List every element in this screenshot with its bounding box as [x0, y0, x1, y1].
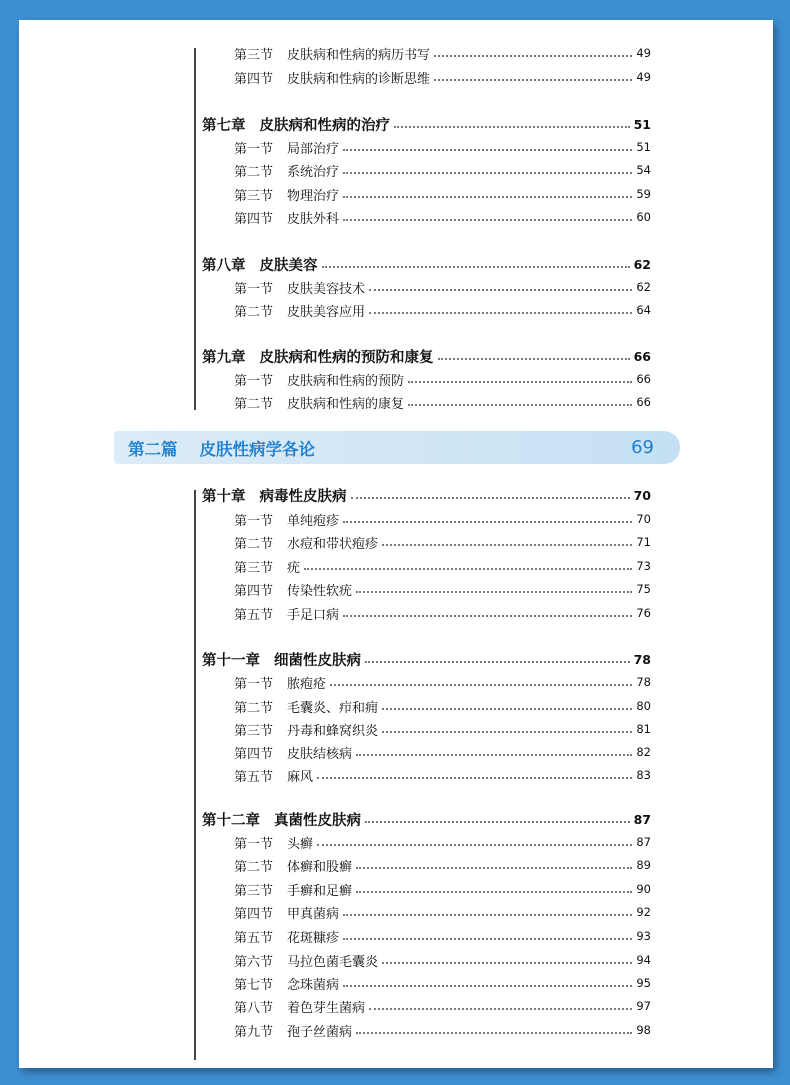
page-number: 95 [636, 976, 651, 990]
section-title: 皮肤美容应用 [287, 304, 366, 320]
page-number: 49 [636, 46, 651, 60]
page-number: 78 [636, 675, 651, 689]
section-entry [234, 578, 651, 600]
dot-leader [343, 985, 632, 987]
chapter-number: 第八章 [202, 257, 246, 274]
section-entry [234, 741, 651, 763]
section-number: 第二节 [234, 304, 274, 320]
section-entry [234, 695, 651, 717]
page-number: 98 [636, 1023, 651, 1037]
chapter-number: 第七章 [202, 117, 246, 134]
chapter-number: 第十章 [202, 488, 246, 505]
section-number: 第一节 [234, 141, 274, 157]
section-title: 手癣和足癣 [287, 883, 353, 899]
part-label: 第二篇 [128, 439, 178, 459]
margin-rule-top [194, 48, 196, 410]
section-entry [234, 368, 651, 390]
page-number: 62 [636, 280, 651, 294]
section-entry [234, 949, 651, 971]
section-number: 第三节 [234, 560, 274, 576]
dot-leader [382, 962, 632, 964]
page-number: 93 [636, 929, 651, 943]
chapter-entry [202, 808, 651, 830]
chapter-number: 第九章 [202, 349, 246, 366]
section-title: 皮肤病和性病的预防 [287, 373, 405, 389]
page-number: 60 [636, 210, 651, 224]
section-entry [234, 972, 651, 994]
page-number: 90 [636, 882, 651, 896]
dot-leader [343, 938, 632, 940]
page-number: 87 [636, 835, 651, 849]
page-number: 51 [633, 116, 651, 132]
section-number: 第七节 [234, 977, 274, 993]
dot-leader [317, 844, 632, 846]
section-number: 第五节 [234, 607, 274, 623]
section-entry [234, 159, 651, 181]
part-title: 皮肤性病学各论 [199, 439, 315, 459]
section-entry [234, 276, 651, 298]
dot-leader [343, 521, 632, 523]
page-number: 49 [636, 70, 651, 84]
section-title: 手足口病 [287, 607, 340, 623]
page-number: 70 [633, 487, 651, 503]
chapter-entry [202, 484, 651, 506]
page-number: 66 [636, 372, 651, 386]
section-number: 第五节 [234, 769, 274, 785]
chapter-title: 皮肤病和性病的预防和康复 [259, 349, 434, 366]
dot-leader [369, 312, 632, 314]
section-entry [234, 206, 651, 228]
section-number: 第一节 [234, 373, 274, 389]
section-entry [234, 183, 651, 205]
section-entry [234, 66, 651, 88]
section-entry [234, 995, 651, 1017]
page-number: 81 [636, 722, 651, 736]
page-number: 82 [636, 745, 651, 759]
page-number: 97 [636, 999, 651, 1013]
section-number: 第二节 [234, 396, 274, 412]
chapter-entry [202, 345, 651, 367]
margin-rule-bottom [194, 490, 196, 1060]
dot-leader [356, 754, 632, 756]
section-entry [234, 602, 651, 624]
chapter-title: 皮肤病和性病的治疗 [259, 117, 390, 134]
page-number: 59 [636, 187, 651, 201]
section-entry [234, 854, 651, 876]
section-title: 着色芽生菌病 [287, 1000, 366, 1016]
dot-leader [434, 79, 632, 81]
page-number: 51 [636, 140, 651, 154]
section-number: 第三节 [234, 723, 274, 739]
dot-leader [304, 568, 632, 570]
section-number: 第五节 [234, 930, 274, 946]
page-number: 71 [636, 535, 651, 549]
section-entry [234, 831, 651, 853]
section-number: 第四节 [234, 211, 274, 227]
chapter-number: 第十一章 [202, 652, 260, 669]
section-number: 第二节 [234, 536, 274, 552]
dot-leader [351, 497, 630, 499]
page-number: 66 [636, 395, 651, 409]
page-number: 87 [633, 811, 651, 827]
section-title: 系统治疗 [287, 164, 340, 180]
section-title: 念珠菌病 [287, 977, 340, 993]
section-title: 单纯疱疹 [287, 513, 340, 529]
chapter-entry [202, 648, 651, 670]
dot-leader [343, 914, 632, 916]
page-number: 73 [636, 559, 651, 573]
page-number: 92 [636, 905, 651, 919]
section-entry [234, 878, 651, 900]
section-number: 第九节 [234, 1024, 274, 1040]
section-title: 丹毒和蜂窝织炎 [287, 723, 379, 739]
page-number: 66 [633, 348, 651, 364]
section-number: 第三节 [234, 47, 274, 63]
section-entry [234, 671, 651, 693]
dot-leader [343, 196, 632, 198]
section-number: 第二节 [234, 700, 274, 716]
section-title: 甲真菌病 [287, 906, 340, 922]
page-number: 76 [636, 606, 651, 620]
chapter-number: 第十二章 [202, 812, 260, 829]
section-title: 物理治疗 [287, 188, 340, 204]
section-entry [234, 531, 651, 553]
section-title: 头癣 [287, 836, 314, 852]
dot-leader [343, 219, 632, 221]
section-entry [234, 299, 651, 321]
section-number: 第三节 [234, 883, 274, 899]
chapter-entry [202, 253, 651, 275]
section-entry [234, 136, 651, 158]
section-title: 皮肤美容技术 [287, 281, 366, 297]
section-number: 第四节 [234, 583, 274, 599]
chapter-title: 真菌性皮肤病 [274, 812, 361, 829]
section-title: 皮肤病和性病的诊断思维 [287, 71, 431, 87]
section-title: 皮肤病和性病的康复 [287, 396, 405, 412]
dot-leader [382, 708, 632, 710]
section-entry [234, 764, 651, 786]
dot-leader [343, 615, 632, 617]
dot-leader [356, 1032, 632, 1034]
section-number: 第一节 [234, 513, 274, 529]
dot-leader [322, 266, 630, 268]
chapter-title: 细菌性皮肤病 [274, 652, 361, 669]
dot-leader [356, 867, 632, 869]
section-number: 第六节 [234, 954, 274, 970]
page-number: 94 [636, 953, 651, 967]
dot-leader [317, 777, 632, 779]
dot-leader [434, 55, 632, 57]
dot-leader [408, 404, 632, 406]
chapter-title: 皮肤美容 [259, 257, 318, 274]
section-entry [234, 1019, 651, 1041]
section-entry [234, 508, 651, 530]
dot-leader [408, 381, 632, 383]
section-title: 水痘和带状疱疹 [287, 536, 379, 552]
dot-leader [438, 358, 630, 360]
part-page-number: 69 [631, 437, 654, 458]
section-number: 第二节 [234, 164, 274, 180]
dot-leader [382, 731, 632, 733]
toc-page [19, 20, 773, 1068]
section-number: 第二节 [234, 859, 274, 875]
section-entry [234, 391, 651, 413]
section-title: 局部治疗 [287, 141, 340, 157]
part-banner [114, 431, 680, 464]
section-entry [234, 555, 651, 577]
section-number: 第四节 [234, 906, 274, 922]
section-entry [234, 718, 651, 740]
dot-leader [356, 891, 632, 893]
dot-leader [343, 172, 632, 174]
section-entry [234, 925, 651, 947]
dot-leader [343, 149, 632, 151]
dot-leader [365, 661, 630, 663]
section-title: 孢子丝菌病 [287, 1024, 353, 1040]
dot-leader [330, 684, 632, 686]
section-number: 第四节 [234, 746, 274, 762]
page-number: 80 [636, 699, 651, 713]
section-number: 第一节 [234, 281, 274, 297]
dot-leader [369, 289, 632, 291]
section-title: 花斑糠疹 [287, 930, 340, 946]
page-number: 78 [633, 651, 651, 667]
dot-leader [382, 544, 632, 546]
dot-leader [394, 126, 630, 128]
section-number: 第三节 [234, 188, 274, 204]
section-title: 皮肤结核病 [287, 746, 353, 762]
page-number: 70 [636, 512, 651, 526]
page-number: 89 [636, 858, 651, 872]
section-title: 马拉色菌毛囊炎 [287, 954, 379, 970]
chapter-entry [202, 113, 651, 135]
section-number: 第一节 [234, 676, 274, 692]
page-number: 75 [636, 582, 651, 596]
section-title: 体癣和股癣 [287, 859, 353, 875]
section-title: 毛囊炎、疖和痈 [287, 700, 379, 716]
section-entry [234, 901, 651, 923]
section-title: 脓疱疮 [287, 676, 327, 692]
section-number: 第八节 [234, 1000, 274, 1016]
page-number: 64 [636, 303, 651, 317]
section-number: 第一节 [234, 836, 274, 852]
section-number: 第四节 [234, 71, 274, 87]
page-number: 54 [636, 163, 651, 177]
page-number: 83 [636, 768, 651, 782]
dot-leader [356, 591, 632, 593]
dot-leader [369, 1008, 632, 1010]
page-number: 62 [633, 256, 651, 272]
section-title: 皮肤外科 [287, 211, 340, 227]
chapter-title: 病毒性皮肤病 [259, 488, 347, 505]
section-title: 麻风 [287, 769, 314, 785]
dot-leader [365, 821, 630, 823]
section-title: 皮肤病和性病的病历书写 [287, 47, 431, 63]
section-title: 传染性软疣 [287, 583, 353, 599]
section-title: 疣 [287, 560, 301, 576]
section-entry [234, 42, 651, 64]
